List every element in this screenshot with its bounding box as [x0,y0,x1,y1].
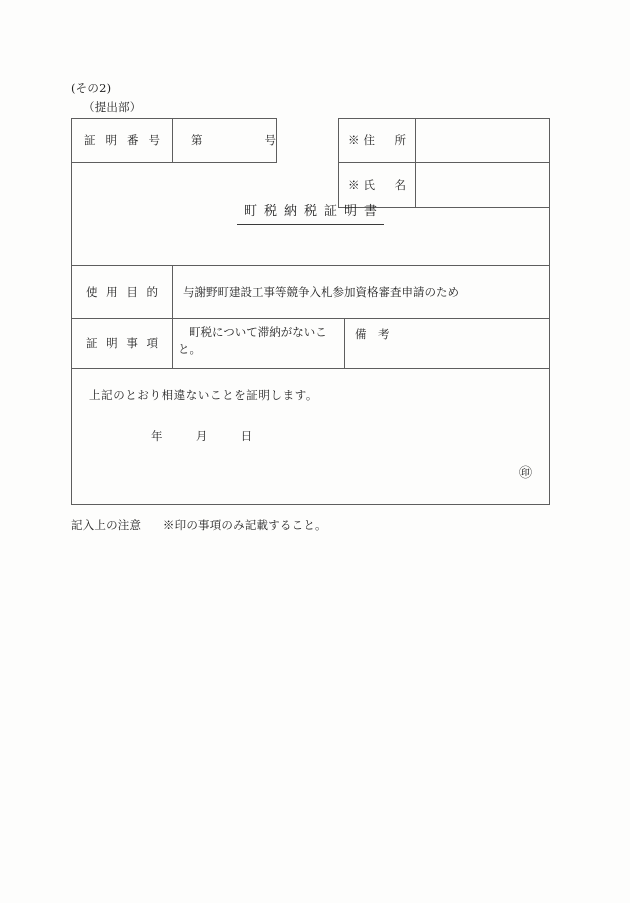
rule-certnum-right [276,118,277,163]
purpose-label: 使用目的 [86,284,158,299]
date-line[interactable] [151,428,252,445]
certified-items-label-cell [72,319,172,368]
address-label-cell [339,119,415,162]
cert-number-suffix: 号 [264,133,276,148]
statement-cell [72,369,549,504]
seal-icon: ㊞ [518,466,532,481]
certified-items-value: 町税について滞納がないこと。 [178,325,327,357]
address-value-cell[interactable] [416,119,549,162]
footer-note [71,517,327,533]
sheet-number-label: (その2) [71,81,112,95]
remarks-label: 備 考 [355,327,390,341]
submission-department-label: （提出部） [83,100,142,114]
certified-items-value-cell [173,319,344,368]
cert-number-value-cell[interactable] [173,119,276,162]
year-label: 年 [151,429,163,443]
month-label: 月 [195,429,208,443]
cert-number-prefix: 第 [191,133,203,148]
footer-note-text: ※印の事項のみ記載すること。 [162,518,327,532]
tax-certificate-form [71,118,550,505]
rule-form-bottom [71,504,550,505]
remarks-cell[interactable] [345,319,549,368]
address-label: ※住 所 [348,133,406,148]
rule-right-edge [549,118,550,505]
day-label: 日 [240,429,253,443]
purpose-label-cell [72,266,172,318]
footer-note-label: 記入上の注意 [71,518,142,532]
certified-items-label: 証明事項 [86,336,158,351]
cert-number-label: 証明番号 [84,133,160,148]
statement-text: 上記のとおり相違ないことを証明します。 [89,388,318,402]
name-label: ※氏 名 [348,177,406,192]
purpose-value: 与謝野町建設工事等競争入札参加資格審査申請のため [183,284,459,299]
document-title: 町税納税証明書 [237,203,384,225]
cert-number-label-cell [72,119,172,162]
document-title-cell [72,163,549,265]
purpose-value-cell[interactable] [173,266,549,318]
